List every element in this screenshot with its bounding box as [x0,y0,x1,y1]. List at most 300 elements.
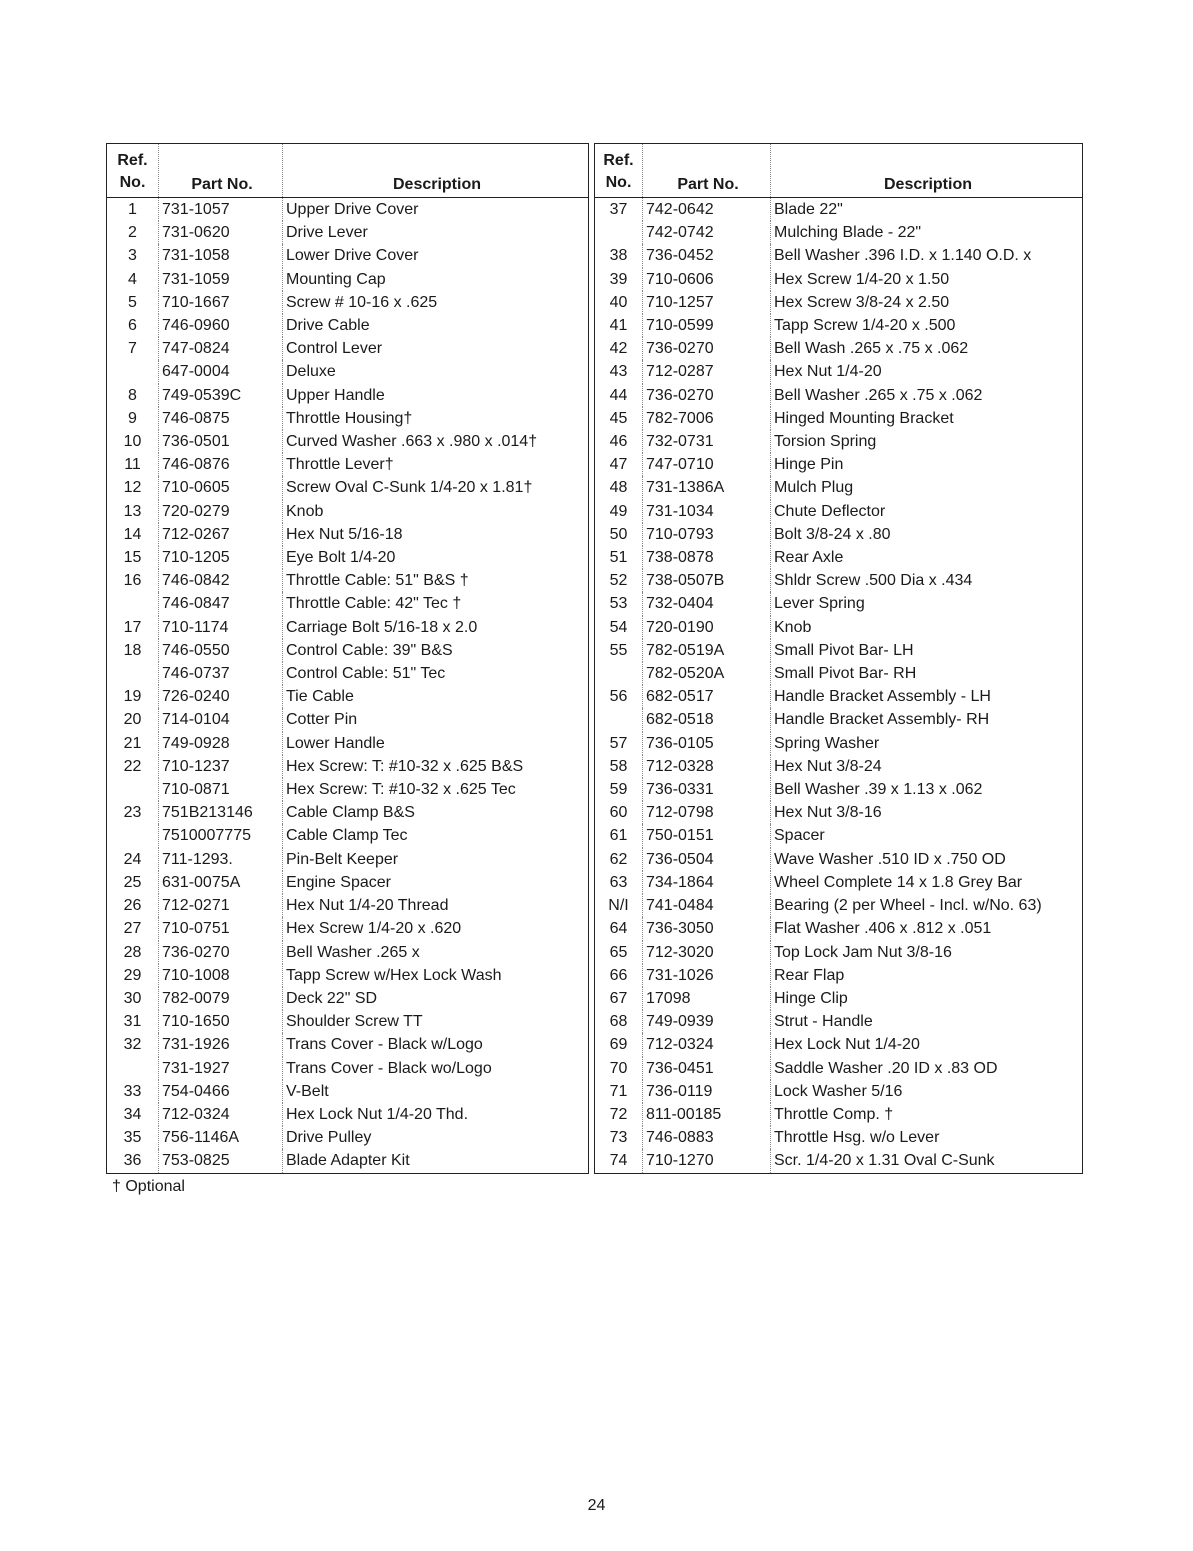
ref-no-cell: 21 [107,732,159,755]
description-cell: Throttle Comp. † [771,1103,1083,1126]
part-no-cell: 736-0270 [643,384,771,407]
description-cell: Hex Screw 1/4-20 x .620 [283,917,589,940]
part-no-cell: 741-0484 [643,894,771,917]
part-no-cell: 736-0452 [643,244,771,267]
part-no-cell: 736-0270 [643,337,771,360]
table-row [595,314,1083,337]
ref-no-cell: 37 [595,198,643,222]
header-ref-line1: Ref. [603,152,634,169]
part-no-cell: 710-1270 [643,1149,771,1173]
part-no-cell: 736-0270 [159,941,283,964]
table-row [595,848,1083,871]
part-no-cell: 710-1205 [159,546,283,569]
description-cell: Lower Handle [283,732,589,755]
table-row [107,732,589,755]
description-cell: Wheel Complete 14 x 1.8 Grey Bar [771,871,1083,894]
ref-no-cell: 1 [107,198,159,222]
ref-no-cell: 32 [107,1033,159,1056]
description-cell: Throttle Lever† [283,453,589,476]
page-number: 24 [587,1497,606,1514]
description-cell: Control Lever [283,337,589,360]
description-cell: Knob [283,500,589,523]
description-cell: Drive Lever [283,221,589,244]
table-row [595,917,1083,940]
description-cell: Throttle Cable: 51" B&S † [283,569,589,592]
table-row [595,291,1083,314]
parts-table-left [106,143,589,1174]
ref-no-cell: 17 [107,616,159,639]
ref-no-cell: 62 [595,848,643,871]
table-row [595,964,1083,987]
ref-no-cell: 7 [107,337,159,360]
description-cell: Shldr Screw .500 Dia x .434 [771,569,1083,592]
part-no-cell: 720-0190 [643,616,771,639]
table-row [595,639,1083,662]
description-cell: Bell Wash .265 x .75 x .062 [771,337,1083,360]
part-no-cell: 736-0501 [159,430,283,453]
ref-no-cell [107,1057,159,1080]
part-no-cell: 782-0079 [159,987,283,1010]
description-cell: Bell Washer .396 I.D. x 1.140 O.D. x [771,244,1083,267]
description-cell: Tie Cable [283,685,589,708]
part-no-cell: 710-0793 [643,523,771,546]
part-no-cell: 732-0404 [643,592,771,615]
table-row [107,546,589,569]
part-no-cell: 811-00185 [643,1103,771,1126]
table-row [107,801,589,824]
part-no-cell: 753-0825 [159,1149,283,1173]
part-no-cell: 712-0798 [643,801,771,824]
ref-no-cell: 44 [595,384,643,407]
ref-no-cell: 50 [595,523,643,546]
ref-no-cell: 39 [595,268,643,291]
table-row [595,871,1083,894]
description-cell: Drive Cable [283,314,589,337]
description-cell: Throttle Housing† [283,407,589,430]
ref-no-cell: 74 [595,1149,643,1173]
ref-no-cell: 59 [595,778,643,801]
ref-no-cell: 52 [595,569,643,592]
description-cell: Hex Nut 3/8-24 [771,755,1083,778]
part-no-cell: 682-0517 [643,685,771,708]
table-row [107,500,589,523]
table-row [595,616,1083,639]
ref-no-cell: 25 [107,871,159,894]
header-ref-line2: No. [605,174,632,191]
ref-no-cell: 41 [595,314,643,337]
table-row [595,1103,1083,1126]
table-row [107,917,589,940]
description-cell: Bell Washer .39 x 1.13 x .062 [771,778,1083,801]
part-no-cell: 714-0104 [159,708,283,731]
ref-no-cell: 11 [107,453,159,476]
description-cell: Deck 22" SD [283,987,589,1010]
ref-no-cell [107,824,159,847]
table-row [595,430,1083,453]
description-cell: Hex Screw 3/8-24 x 2.50 [771,291,1083,314]
part-no-cell: 746-0842 [159,569,283,592]
table-row [595,732,1083,755]
table-row [107,221,589,244]
table-row [595,894,1083,917]
ref-no-cell: 4 [107,268,159,291]
ref-no-cell: 9 [107,407,159,430]
description-cell: Hinge Pin [771,453,1083,476]
description-cell: Rear Flap [771,964,1083,987]
part-no-cell: 746-0875 [159,407,283,430]
part-no-cell: 746-0550 [159,639,283,662]
ref-no-cell: 54 [595,616,643,639]
ref-no-cell: 45 [595,407,643,430]
part-no-cell: 736-0119 [643,1080,771,1103]
description-cell: Hex Lock Nut 1/4-20 [771,1033,1083,1056]
description-cell: Bell Washer .265 x .75 x .062 [771,384,1083,407]
table-row [595,337,1083,360]
table-row [107,569,589,592]
table-body-right [595,198,1083,1174]
part-no-cell: 734-1864 [643,871,771,894]
ref-no-cell: 14 [107,523,159,546]
part-no-cell: 710-0751 [159,917,283,940]
description-cell: Spring Washer [771,732,1083,755]
part-no-cell: 710-1008 [159,964,283,987]
part-no-cell: 731-1034 [643,500,771,523]
table-row [595,987,1083,1010]
table-row [107,964,589,987]
description-cell: Tapp Screw w/Hex Lock Wash [283,964,589,987]
part-no-cell: 754-0466 [159,1080,283,1103]
description-cell: Bell Washer .265 x [283,941,589,964]
part-no-cell: 746-0876 [159,453,283,476]
header-description: Description [283,144,589,198]
table-row [107,1126,589,1149]
description-cell: Rear Axle [771,546,1083,569]
part-no-cell: 712-0287 [643,360,771,383]
part-no-cell: 742-0742 [643,221,771,244]
description-cell: Cable Clamp B&S [283,801,589,824]
ref-no-cell: 24 [107,848,159,871]
table-row [107,848,589,871]
table-row [107,1057,589,1080]
table-row [107,430,589,453]
ref-no-cell: 6 [107,314,159,337]
table-row [595,384,1083,407]
description-cell: Trans Cover - Black wo/Logo [283,1057,589,1080]
description-cell: Lever Spring [771,592,1083,615]
table-row [107,268,589,291]
part-no-cell: 736-0105 [643,732,771,755]
ref-no-cell: 40 [595,291,643,314]
part-no-cell: 749-0928 [159,732,283,755]
ref-no-cell [107,778,159,801]
table-row [107,314,589,337]
footnote-optional: † Optional [112,1178,185,1195]
table-row [107,824,589,847]
ref-no-cell: 34 [107,1103,159,1126]
table-row [595,360,1083,383]
description-cell: Hex Lock Nut 1/4-20 Thd. [283,1103,589,1126]
table-header-row [595,144,1083,198]
description-cell: Hex Screw 1/4-20 x 1.50 [771,268,1083,291]
description-cell: Mulching Blade - 22" [771,221,1083,244]
description-cell: Deluxe [283,360,589,383]
ref-no-cell: 8 [107,384,159,407]
table-row [595,523,1083,546]
table-row [595,546,1083,569]
part-no-cell: 732-0731 [643,430,771,453]
description-cell: Throttle Cable: 42" Tec † [283,592,589,615]
description-cell: Blade 22" [771,198,1083,222]
description-cell: Drive Pulley [283,1126,589,1149]
description-cell: Tapp Screw 1/4-20 x .500 [771,314,1083,337]
table-row [107,476,589,499]
ref-no-cell: N/I [595,894,643,917]
part-no-cell: 712-0324 [159,1103,283,1126]
ref-no-cell [595,708,643,731]
description-cell: Scr. 1/4-20 x 1.31 Oval C-Sunk [771,1149,1083,1173]
description-cell: Mounting Cap [283,268,589,291]
table-row [107,592,589,615]
header-part-no: Part No. [643,144,771,198]
description-cell: Chute Deflector [771,500,1083,523]
ref-no-cell: 60 [595,801,643,824]
ref-no-cell: 47 [595,453,643,476]
description-cell: Hinge Clip [771,987,1083,1010]
table-row [595,1033,1083,1056]
part-no-cell: 710-1237 [159,755,283,778]
table-row [595,407,1083,430]
part-no-cell: 746-0737 [159,662,283,685]
ref-no-cell: 70 [595,1057,643,1080]
header-ref-no [595,144,643,198]
table-row [595,244,1083,267]
ref-no-cell [107,662,159,685]
part-no-cell: 647-0004 [159,360,283,383]
part-no-cell: 731-0620 [159,221,283,244]
part-no-cell: 782-0520A [643,662,771,685]
part-no-cell: 731-1026 [643,964,771,987]
table-row [107,407,589,430]
description-cell: Hex Screw: T: #10-32 x .625 B&S [283,755,589,778]
part-no-cell: 731-1926 [159,1033,283,1056]
description-cell: Carriage Bolt 5/16-18 x 2.0 [283,616,589,639]
table-row [595,500,1083,523]
ref-no-cell: 69 [595,1033,643,1056]
description-cell: Trans Cover - Black w/Logo [283,1033,589,1056]
table-row [107,384,589,407]
table-row [107,1033,589,1056]
description-cell: Torsion Spring [771,430,1083,453]
ref-no-cell [595,662,643,685]
part-no-cell: 731-1058 [159,244,283,267]
header-ref-line2: No. [119,174,146,191]
table-header-row [107,144,589,198]
table-row [107,871,589,894]
description-cell: Top Lock Jam Nut 3/8-16 [771,941,1083,964]
ref-no-cell: 36 [107,1149,159,1173]
header-ref-no [107,144,159,198]
table-row [595,941,1083,964]
ref-no-cell: 30 [107,987,159,1010]
description-cell: Hex Nut 5/16-18 [283,523,589,546]
ref-no-cell: 55 [595,639,643,662]
header-part-no: Part No. [159,144,283,198]
ref-no-cell: 73 [595,1126,643,1149]
part-no-cell: 746-0960 [159,314,283,337]
part-no-cell: 749-0539C [159,384,283,407]
ref-no-cell: 27 [107,917,159,940]
part-no-cell: 736-0504 [643,848,771,871]
description-cell: Bolt 3/8-24 x .80 [771,523,1083,546]
description-cell: Hex Nut 3/8-16 [771,801,1083,824]
part-no-cell: 7510007775 [159,824,283,847]
table-row [107,685,589,708]
part-no-cell: 731-1057 [159,198,283,222]
ref-no-cell: 13 [107,500,159,523]
table-row [107,244,589,267]
description-cell: Pin-Belt Keeper [283,848,589,871]
part-no-cell: 712-3020 [643,941,771,964]
ref-no-cell: 64 [595,917,643,940]
table-row [107,894,589,917]
part-no-cell: 710-0605 [159,476,283,499]
part-no-cell: 731-1386A [643,476,771,499]
part-no-cell: 746-0847 [159,592,283,615]
header-description: Description [771,144,1083,198]
description-cell: Handle Bracket Assembly - LH [771,685,1083,708]
part-no-cell: 750-0151 [643,824,771,847]
table-row [595,755,1083,778]
part-no-cell: 736-0331 [643,778,771,801]
ref-no-cell: 26 [107,894,159,917]
table-row [595,592,1083,615]
ref-no-cell: 33 [107,1080,159,1103]
table-row [107,987,589,1010]
header-ref-line1: Ref. [117,152,148,169]
table-row [107,198,589,222]
ref-no-cell: 16 [107,569,159,592]
description-cell: Curved Washer .663 x .980 x .014† [283,430,589,453]
description-cell: Engine Spacer [283,871,589,894]
table-row [595,221,1083,244]
ref-no-cell: 48 [595,476,643,499]
part-no-cell: 710-0606 [643,268,771,291]
description-cell: Blade Adapter Kit [283,1149,589,1173]
table-row [595,685,1083,708]
part-no-cell: 731-1927 [159,1057,283,1080]
description-cell: Hex Screw: T: #10-32 x .625 Tec [283,778,589,801]
description-cell: Throttle Hsg. w/o Lever [771,1126,1083,1149]
part-no-cell: 747-0824 [159,337,283,360]
table-row [595,198,1083,222]
description-cell: Strut - Handle [771,1010,1083,1033]
ref-no-cell: 20 [107,708,159,731]
ref-no-cell: 66 [595,964,643,987]
table-row [107,1010,589,1033]
table-row [107,778,589,801]
ref-no-cell: 57 [595,732,643,755]
ref-no-cell: 43 [595,360,643,383]
part-no-cell: 712-0267 [159,523,283,546]
table-row [107,1103,589,1126]
part-no-cell: 749-0939 [643,1010,771,1033]
description-cell: Flat Washer .406 x .812 x .051 [771,917,1083,940]
table-row [107,1149,589,1173]
description-cell: Saddle Washer .20 ID x .83 OD [771,1057,1083,1080]
part-no-cell: 738-0878 [643,546,771,569]
ref-no-cell: 3 [107,244,159,267]
part-no-cell: 712-0271 [159,894,283,917]
table-row [107,616,589,639]
table-row [595,778,1083,801]
part-no-cell: 747-0710 [643,453,771,476]
table-row [107,708,589,731]
description-cell: Shoulder Screw TT [283,1010,589,1033]
ref-no-cell: 31 [107,1010,159,1033]
table-row [107,1080,589,1103]
ref-no-cell: 38 [595,244,643,267]
part-no-cell: 738-0507B [643,569,771,592]
ref-no-cell: 15 [107,546,159,569]
description-cell: Cable Clamp Tec [283,824,589,847]
description-cell: Cotter Pin [283,708,589,731]
ref-no-cell: 56 [595,685,643,708]
table-body-left [107,198,589,1174]
part-no-cell: 710-1174 [159,616,283,639]
ref-no-cell: 28 [107,941,159,964]
ref-no-cell: 35 [107,1126,159,1149]
ref-no-cell: 19 [107,685,159,708]
table-row [107,941,589,964]
description-cell: Hinged Mounting Bracket [771,407,1083,430]
description-cell: Mulch Plug [771,476,1083,499]
table-row [107,337,589,360]
description-cell: Control Cable: 51" Tec [283,662,589,685]
table-row [595,1057,1083,1080]
description-cell: Lock Washer 5/16 [771,1080,1083,1103]
ref-no-cell: 58 [595,755,643,778]
description-cell: Screw # 10-16 x .625 [283,291,589,314]
part-no-cell: 726-0240 [159,685,283,708]
ref-no-cell: 49 [595,500,643,523]
part-no-cell: 710-1667 [159,291,283,314]
part-no-cell: 736-0451 [643,1057,771,1080]
ref-no-cell: 46 [595,430,643,453]
ref-no-cell: 2 [107,221,159,244]
description-cell: Knob [771,616,1083,639]
part-no-cell: 782-0519A [643,639,771,662]
description-cell: Lower Drive Cover [283,244,589,267]
part-no-cell: 711-1293. [159,848,283,871]
ref-no-cell: 51 [595,546,643,569]
ref-no-cell: 63 [595,871,643,894]
ref-no-cell: 61 [595,824,643,847]
part-no-cell: 736-3050 [643,917,771,940]
part-no-cell: 782-7006 [643,407,771,430]
table-row [107,523,589,546]
ref-no-cell: 12 [107,476,159,499]
description-cell: Hex Nut 1/4-20 [771,360,1083,383]
table-row [595,708,1083,731]
part-no-cell: 710-1650 [159,1010,283,1033]
table-row [595,1149,1083,1173]
table-row [595,1010,1083,1033]
table-row [107,291,589,314]
ref-no-cell: 53 [595,592,643,615]
ref-no-cell [107,360,159,383]
part-no-cell: 751B213146 [159,801,283,824]
part-no-cell: 742-0642 [643,198,771,222]
